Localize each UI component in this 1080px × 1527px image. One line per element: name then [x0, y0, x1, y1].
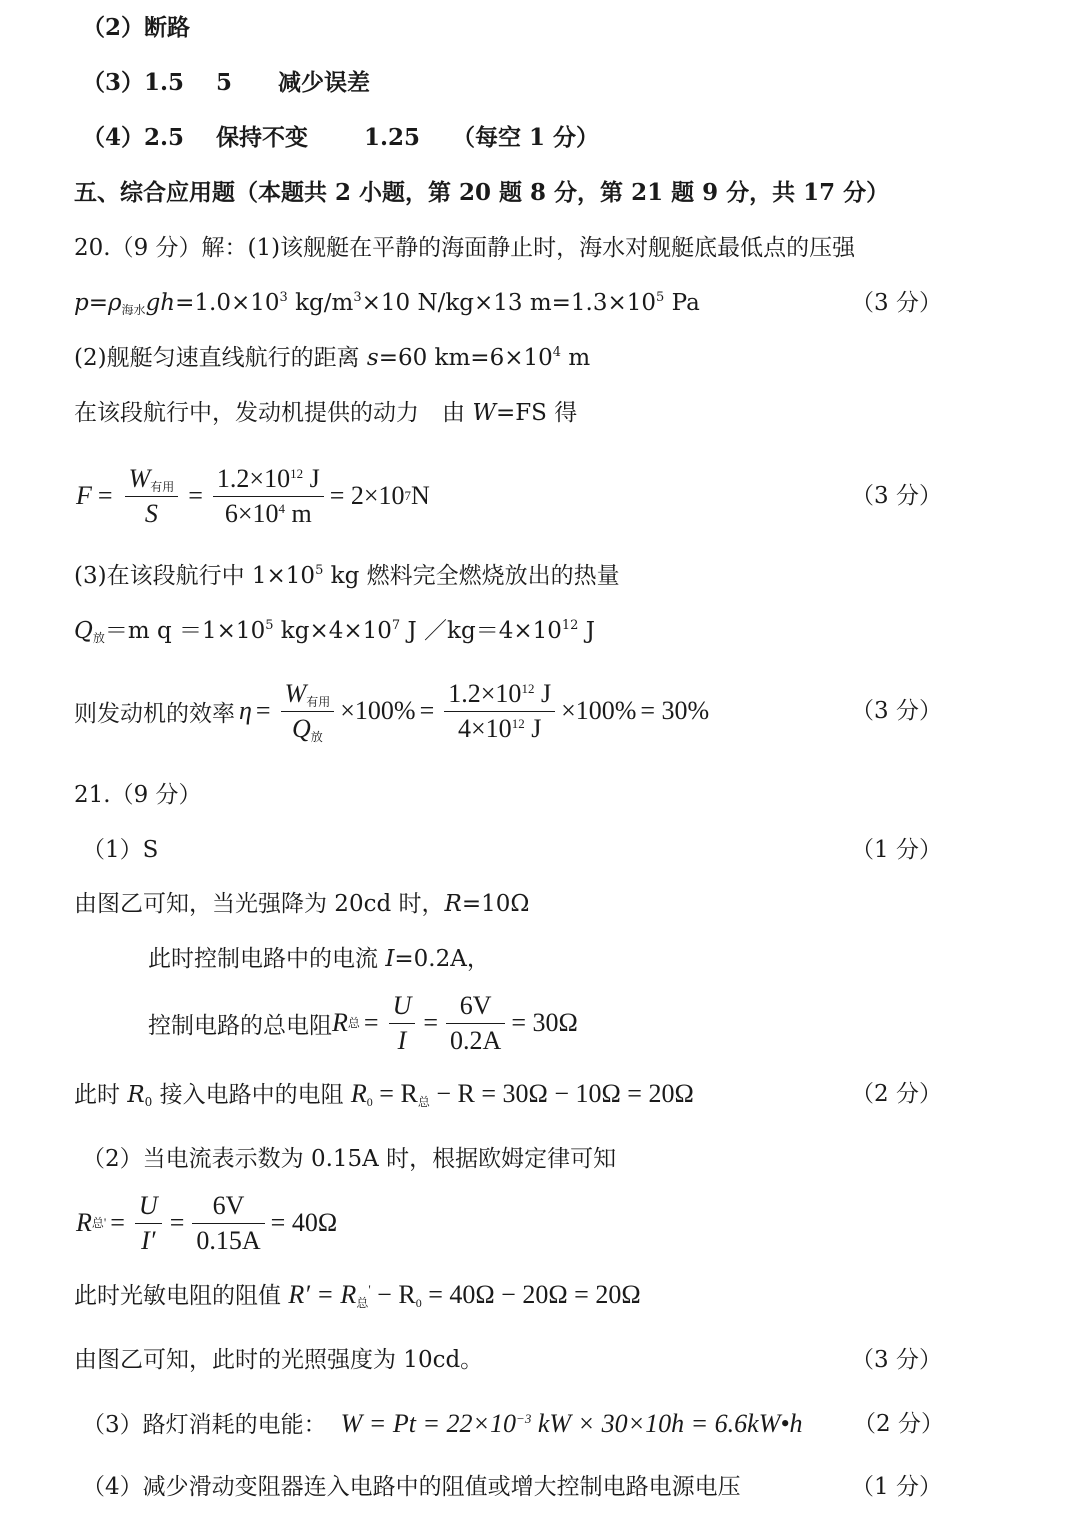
text: 5: [216, 69, 233, 96]
q21-r0: [0, 1074, 1080, 1114]
q21-part1: [0, 830, 1080, 870]
points: （3 分）: [851, 1347, 942, 1373]
fraction: $\frac{1.2\times 10^{12} J}{4\times 10^{12} J}$: [444, 677, 555, 746]
text: 21.（9 分）: [74, 782, 202, 808]
text: （4）2.5: [82, 124, 185, 151]
q21-heading: [0, 775, 1080, 815]
answer-2-2: [0, 8, 1080, 48]
section-heading: [0, 173, 1080, 213]
equation: $p=\rho_{海水}gh=1.0\times 10^3$ $kg/m^3\times 10$ N/kg×13 $m=1.3\times 10^5$ Pa: [74, 290, 700, 317]
text: 由图乙可知，此时的光照强度为 10cd。: [74, 1347, 484, 1373]
points: （2 分）: [853, 1411, 944, 1437]
points: （2 分）: [851, 1081, 942, 1107]
q20-force-equation: F = $\frac{W_{有用}}{S}$ = $\frac{1.2\times 10^{12} J}{6\times 10^4 m}$ = 2×10 7 N （3 分）: [0, 458, 1080, 534]
text: 保持不变: [216, 124, 308, 151]
text: (2)舰艇匀速直线航行的距离 s=60 $km=6\times 10^4$ m: [74, 345, 591, 371]
points: （3 分）: [851, 483, 942, 509]
text: 此时控制电路中的电流 I=0.2A，: [148, 946, 490, 972]
points: （3 分）: [851, 290, 942, 316]
fraction: $\frac{6V}{0.15A}$: [192, 1189, 264, 1258]
text: 此时 $R_0$ 接入电路中的电阻 $R_0 = R_总 - R = 30\Omega - 10\Omega = 20\Omega$: [74, 1079, 694, 1109]
text: （3）路灯消耗的电能： $W = Pt = 22\times 10^{-3}$ kW × 30×10h = 6.6kW•h: [82, 1409, 803, 1438]
text: （每空 1 分）: [452, 124, 600, 151]
q20-efficiency: 则发动机的效率 η = $\frac{W_{有用}}{Q_放}$ ×100% = $\frac{1.2\times 10^{12} J}{4\times 10^{12} J}$ ×100% = 30% （3 分）: [0, 672, 1080, 750]
text: （4）减少滑动变阻器连入电路中的阻值或增大控制电路电源电压: [82, 1474, 741, 1500]
q20-intro: [0, 228, 1080, 268]
q21-graph-read: [0, 884, 1080, 924]
points: （3 分）: [851, 698, 942, 724]
text: （2）当电流表示数为 0.15A 时，根据欧姆定律可知: [82, 1146, 617, 1172]
q21-light-intensity: [0, 1340, 1080, 1380]
q21-total-resistance: 控制电路的总电阻 R 总 = $\frac{U}{I}$ = $\frac{6V}{0.2A}$ = 30Ω: [0, 988, 1080, 1058]
q20-heat-equation: [0, 611, 1080, 651]
q20-pressure: [0, 283, 1080, 323]
answer-2-3: [0, 63, 1080, 103]
q20-force-intro: [0, 393, 1080, 433]
text: 减少误差: [278, 69, 370, 96]
text: （2）断路: [82, 14, 191, 41]
q21-current: [0, 939, 1080, 979]
fraction: $\frac{U}{I}$: [389, 989, 416, 1058]
fraction: $\frac{1.2\times 10^{12} J}{6\times 10^4 m}$: [213, 462, 324, 531]
text: 20.（9 分）解：(1)该舰艇在平静的海面静止时，海水对舰艇底最低点的压强: [74, 235, 856, 261]
equation: $Q_放=m$ $q =1\times 10^5$ $kg\times 4\times 10^7$ J $/kg=4\times 10^{12}$ J: [74, 618, 595, 645]
text: 此时光敏电阻的阻值 $R' = R_总' - R_0 = 40\Omega - 20\Omega = 20\Omega$: [74, 1280, 641, 1310]
text: (3)在该段航行中 $1\times 10^5$ kg 燃料完全燃烧放出的热量: [74, 563, 620, 589]
points: （1 分）: [851, 1474, 942, 1500]
fraction: $\frac{U}{I'}$: [135, 1189, 162, 1258]
answer-2-4: [0, 118, 1080, 158]
text: 在该段航行中，发动机提供的动力 由 W=FS 得: [74, 400, 578, 426]
q20-heat-intro: [0, 556, 1080, 596]
text: （3）1.5: [82, 69, 185, 96]
q21-total-resistance-2: R 总 ' = $\frac{U}{I'}$ = $\frac{6V}{0.15A}$ = 40Ω: [0, 1188, 1080, 1258]
q21-energy: [0, 1404, 1080, 1444]
fraction: $\frac{W_{有用}}{Q_放}$: [281, 677, 335, 746]
points: （1 分）: [851, 837, 942, 863]
text: （1）S: [82, 837, 159, 863]
q21-photoresistor: [0, 1275, 1080, 1315]
text: 五、综合应用题（本题共 2 小题，第 20 题 8 分，第 21 题 9 分，共 17 分）: [74, 179, 890, 206]
q21-part4: [0, 1467, 1080, 1507]
q20-distance: [0, 338, 1080, 378]
text: 由图乙可知，当光强降为 20cd 时，R=10Ω: [74, 891, 530, 917]
q21-part2-intro: [0, 1139, 1080, 1179]
fraction: $\frac{6V}{0.2A}$: [446, 989, 505, 1058]
text: 1.25: [364, 124, 421, 151]
fraction: $\frac{W_{有用}}{S}$: [125, 462, 179, 531]
